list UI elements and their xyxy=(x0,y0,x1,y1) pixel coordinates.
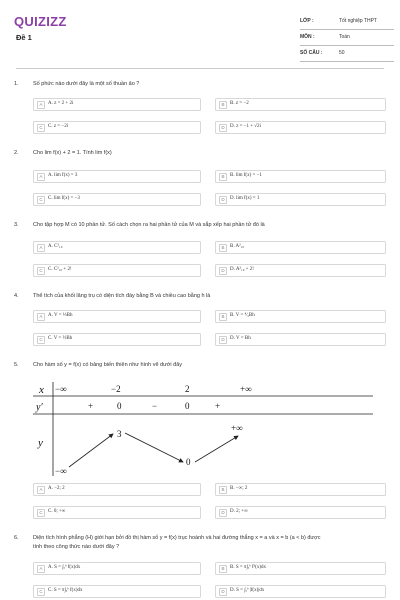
meta-value: Toán xyxy=(339,34,350,40)
option-c[interactable] xyxy=(33,193,201,206)
option-letter: D xyxy=(219,124,227,132)
meta-value: Tốt nghiệp THPT xyxy=(339,18,377,24)
meta-key: MÔN : xyxy=(300,34,315,40)
yprime-sign: 0 xyxy=(117,401,122,411)
meta-key: SỐ CÂU : xyxy=(300,50,323,56)
meta-row-class xyxy=(300,14,394,30)
x-row-label: x xyxy=(39,384,44,396)
variation-table xyxy=(33,378,383,476)
meta-row-question-count xyxy=(300,46,394,62)
option-letter: C xyxy=(37,196,45,204)
option-d[interactable] xyxy=(215,333,386,346)
option-letter: A xyxy=(37,101,45,109)
option-text: B. z = −2 xyxy=(230,101,249,106)
meta-row-subject xyxy=(300,30,394,46)
option-d[interactable] xyxy=(215,264,386,277)
option-letter: B xyxy=(219,565,227,573)
option-text: D. S = ∫ₐᵇ |f(x)|dx xyxy=(230,588,265,593)
option-a[interactable] xyxy=(33,562,201,575)
variation-table-figure xyxy=(33,378,383,476)
option-c[interactable] xyxy=(33,121,201,134)
x-value: −2 xyxy=(111,384,121,394)
option-text: B. lim f(x) = −1 xyxy=(230,173,262,178)
option-b[interactable] xyxy=(215,170,386,183)
option-text: C. lim f(x) = −3 xyxy=(48,196,80,201)
option-text: C. z = −2i xyxy=(48,124,69,129)
option-letter: D xyxy=(219,267,227,275)
option-letter: C xyxy=(37,124,45,132)
option-text: B. V = ⁴⁄₃Bh xyxy=(230,313,255,318)
option-text: D. z = −1 + √2i xyxy=(230,124,261,129)
option-b[interactable] xyxy=(215,562,386,575)
yprime-sign: + xyxy=(88,401,94,411)
option-b[interactable] xyxy=(215,241,386,254)
option-letter: C xyxy=(37,588,45,596)
option-text: D. lim f(x) = 1 xyxy=(230,196,260,201)
meta-key: LỚP : xyxy=(300,18,314,24)
exam-meta xyxy=(300,14,394,62)
option-letter: D xyxy=(219,336,227,344)
option-c[interactable] xyxy=(33,264,201,277)
question-number: 2. xyxy=(14,150,19,156)
option-letter: B xyxy=(219,244,227,252)
option-text: A. −2; 2 xyxy=(48,486,65,491)
question-text: Số phức nào dưới đây là một số thuần ảo ? xyxy=(33,81,140,87)
question-number: 3. xyxy=(14,222,19,228)
option-text: B. A²₁₀ xyxy=(230,244,245,249)
y-value: 3 xyxy=(117,429,122,439)
yprime-sign: 0 xyxy=(185,401,190,411)
option-text: D. 2; +∞ xyxy=(230,509,248,514)
option-c[interactable] xyxy=(33,333,201,346)
option-b[interactable] xyxy=(215,98,386,111)
increasing-arrow xyxy=(195,436,238,462)
header-divider xyxy=(16,68,384,69)
y-value: +∞ xyxy=(231,423,243,433)
option-a[interactable] xyxy=(33,310,201,323)
option-a[interactable] xyxy=(33,98,201,111)
option-letter: D xyxy=(219,509,227,517)
question-text-continued: tính theo công thức nào dưới đây ? xyxy=(33,544,120,550)
option-letter: C xyxy=(37,509,45,517)
y-value: 0 xyxy=(186,457,191,467)
option-text: C. C²₁₀ + 2! xyxy=(48,267,72,272)
option-d[interactable] xyxy=(215,506,386,519)
option-text: C. S = π∫ₐᵇ f(x)dx xyxy=(48,588,83,593)
option-d[interactable] xyxy=(215,585,386,598)
option-b[interactable] xyxy=(215,483,386,496)
option-text: A. C²₁₀ xyxy=(48,244,63,249)
option-text: A. lim f(x) = 3 xyxy=(48,173,78,178)
x-value: +∞ xyxy=(240,384,252,394)
question-text: Cho hàm số y = f(x) có bảng biến thiên như hình vẽ dưới đây xyxy=(33,362,183,368)
option-letter: A xyxy=(37,313,45,321)
option-letter: D xyxy=(219,196,227,204)
question-number: 1. xyxy=(14,81,19,87)
option-letter: A xyxy=(37,486,45,494)
option-b[interactable] xyxy=(215,310,386,323)
option-c[interactable] xyxy=(33,585,201,598)
option-text: D. V = Bh xyxy=(230,336,251,341)
option-a[interactable] xyxy=(33,170,201,183)
question-text: Cho tập hợp M có 10 phần tử. Số cách chọn ra hai phần tử của M và sắp xếp hai phần tử đó là xyxy=(33,222,265,228)
option-text: D. A²₁₀ + 2! xyxy=(230,267,254,272)
option-letter: C xyxy=(37,267,45,275)
option-text: B. S = π∫ₐᵇ f²(x)dx xyxy=(230,565,266,570)
question-text: Thể tích của khối lăng trụ có diện tích đáy bằng B và chiều cao bằng h là xyxy=(33,293,211,299)
option-letter: D xyxy=(219,588,227,596)
option-letter: A xyxy=(37,565,45,573)
question-text: Diện tích hình phẳng (H) giới hạn bởi đồ thị hàm số y = f(x) trục hoành và hai đường thẳng x = a và x = b (a < b) được xyxy=(33,535,321,541)
option-letter: C xyxy=(37,336,45,344)
option-text: C. V = ½Bh xyxy=(48,336,73,341)
yprime-sign: + xyxy=(215,401,221,411)
option-a[interactable] xyxy=(33,483,201,496)
decreasing-arrow xyxy=(125,433,183,462)
x-value: 2 xyxy=(185,384,190,394)
meta-value: 50 xyxy=(339,50,345,56)
option-text: A. S = ∫ₐᵇ f(x)dx xyxy=(48,565,81,570)
yprime-row-label: y′ xyxy=(36,402,43,413)
option-d[interactable] xyxy=(215,121,386,134)
question-text: Cho lim f(x) + 2 = 1. Tính lim f(x) xyxy=(33,150,112,156)
option-text: B. −∞; 2 xyxy=(230,486,248,491)
option-text: C. 0; +∞ xyxy=(48,509,66,514)
question-number: 6. xyxy=(14,535,19,541)
option-letter: B xyxy=(219,173,227,181)
question-number: 5. xyxy=(14,362,19,368)
y-row-label: y xyxy=(38,437,43,449)
increasing-arrow xyxy=(69,434,113,467)
option-text: A. V = ⅓Bh xyxy=(48,313,73,318)
y-value: −∞ xyxy=(55,466,67,476)
yprime-sign: − xyxy=(152,401,158,411)
option-letter: A xyxy=(37,173,45,181)
option-a[interactable] xyxy=(33,241,201,254)
x-value: −∞ xyxy=(55,384,67,394)
header xyxy=(0,0,400,68)
question-number: 4. xyxy=(14,293,19,299)
option-d[interactable] xyxy=(215,193,386,206)
quizizz-logo: QUIZIZZ xyxy=(14,14,67,29)
option-letter: B xyxy=(219,313,227,321)
option-letter: B xyxy=(219,486,227,494)
option-text: A. z = 2 + 2i xyxy=(48,101,74,106)
option-c[interactable] xyxy=(33,506,201,519)
option-letter: A xyxy=(37,244,45,252)
option-letter: B xyxy=(219,101,227,109)
exam-title: Đề 1 xyxy=(16,33,32,42)
